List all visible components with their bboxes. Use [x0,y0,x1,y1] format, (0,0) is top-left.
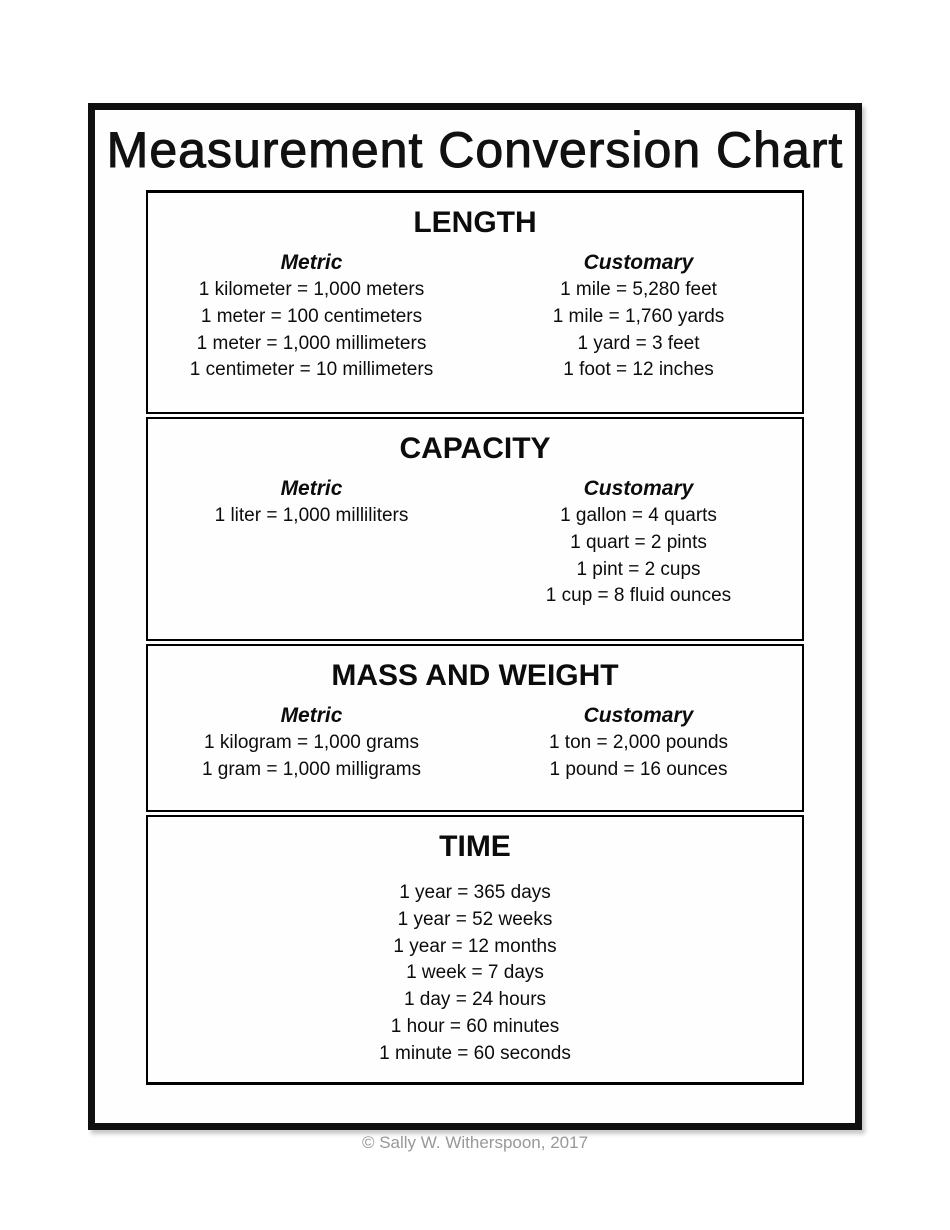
conversion-row: 1 minute = 60 seconds [379,1042,571,1064]
conversion-row: 1 week = 7 days [406,962,544,984]
conversion-row: 1 year = 12 months [393,935,557,957]
conversion-row: 1 pound = 16 ounces [549,758,728,780]
capacity-metric-column [148,475,475,610]
section-length [146,190,804,414]
capacity-customary-column [475,475,802,610]
section-time-title: TIME [439,830,511,863]
conversion-row: 1 mile = 5,280 feet [560,279,717,300]
conversion-row: 1 gram = 1,000 milligrams [201,758,422,780]
page-title: Measurement Conversion Chart [106,122,844,178]
section-mass-weight [146,644,804,812]
footer-copyright: © Sally W. Witherspoon, 2017 [361,1133,589,1152]
section-mass-weight-columns [148,702,802,784]
section-time [146,815,804,1085]
capacity-metric-header: Metric [280,477,343,500]
chart-frame [88,103,862,1130]
conversion-row: 1 kilogram = 1,000 grams [204,732,419,753]
section-length-columns [148,249,802,384]
section-length-title: LENGTH [413,206,537,239]
conversion-row: 1 meter = 100 centimeters [200,305,423,327]
conversion-row: 1 gallon = 4 quarts [560,505,717,526]
conversion-row: 1 ton = 2,000 pounds [548,732,729,753]
section-capacity [146,417,804,641]
conversion-row: 1 liter = 1,000 milliliters [214,505,409,526]
section-capacity-title: CAPACITY [399,432,551,465]
mass-weight-metric-column [148,702,475,784]
conversion-row: 1 centimeter = 10 millimeters [189,359,434,381]
conversion-row: 1 hour = 60 minutes [390,1015,560,1037]
mass-weight-customary-column [475,702,802,784]
length-customary-column [475,249,802,384]
conversion-row: 1 quart = 2 pints [570,531,707,553]
section-capacity-columns [148,475,802,610]
length-metric-header: Metric [280,251,343,274]
time-rows [148,880,802,1068]
conversion-row: 1 kilometer = 1,000 meters [198,279,425,300]
capacity-customary-header: Customary [583,477,694,500]
conversion-row: 1 meter = 1,000 millimeters [196,332,427,354]
mass-weight-customary-header: Customary [583,704,694,727]
conversion-row: 1 foot = 12 inches [563,359,714,381]
mass-weight-metric-header: Metric [280,704,343,727]
conversion-row: 1 year = 52 weeks [397,908,553,930]
section-mass-weight-title: MASS AND WEIGHT [331,659,619,692]
length-customary-header: Customary [583,251,694,274]
length-metric-column [148,249,475,384]
conversion-row: 1 year = 365 days [399,882,551,903]
conversion-row: 1 cup = 8 fluid ounces [545,585,732,607]
conversion-row: 1 pint = 2 cups [576,558,701,580]
conversion-row: 1 day = 24 hours [403,989,547,1011]
conversion-chart-table [146,190,804,1085]
conversion-row: 1 mile = 1,760 yards [552,305,725,327]
conversion-row: 1 yard = 3 feet [577,332,700,354]
